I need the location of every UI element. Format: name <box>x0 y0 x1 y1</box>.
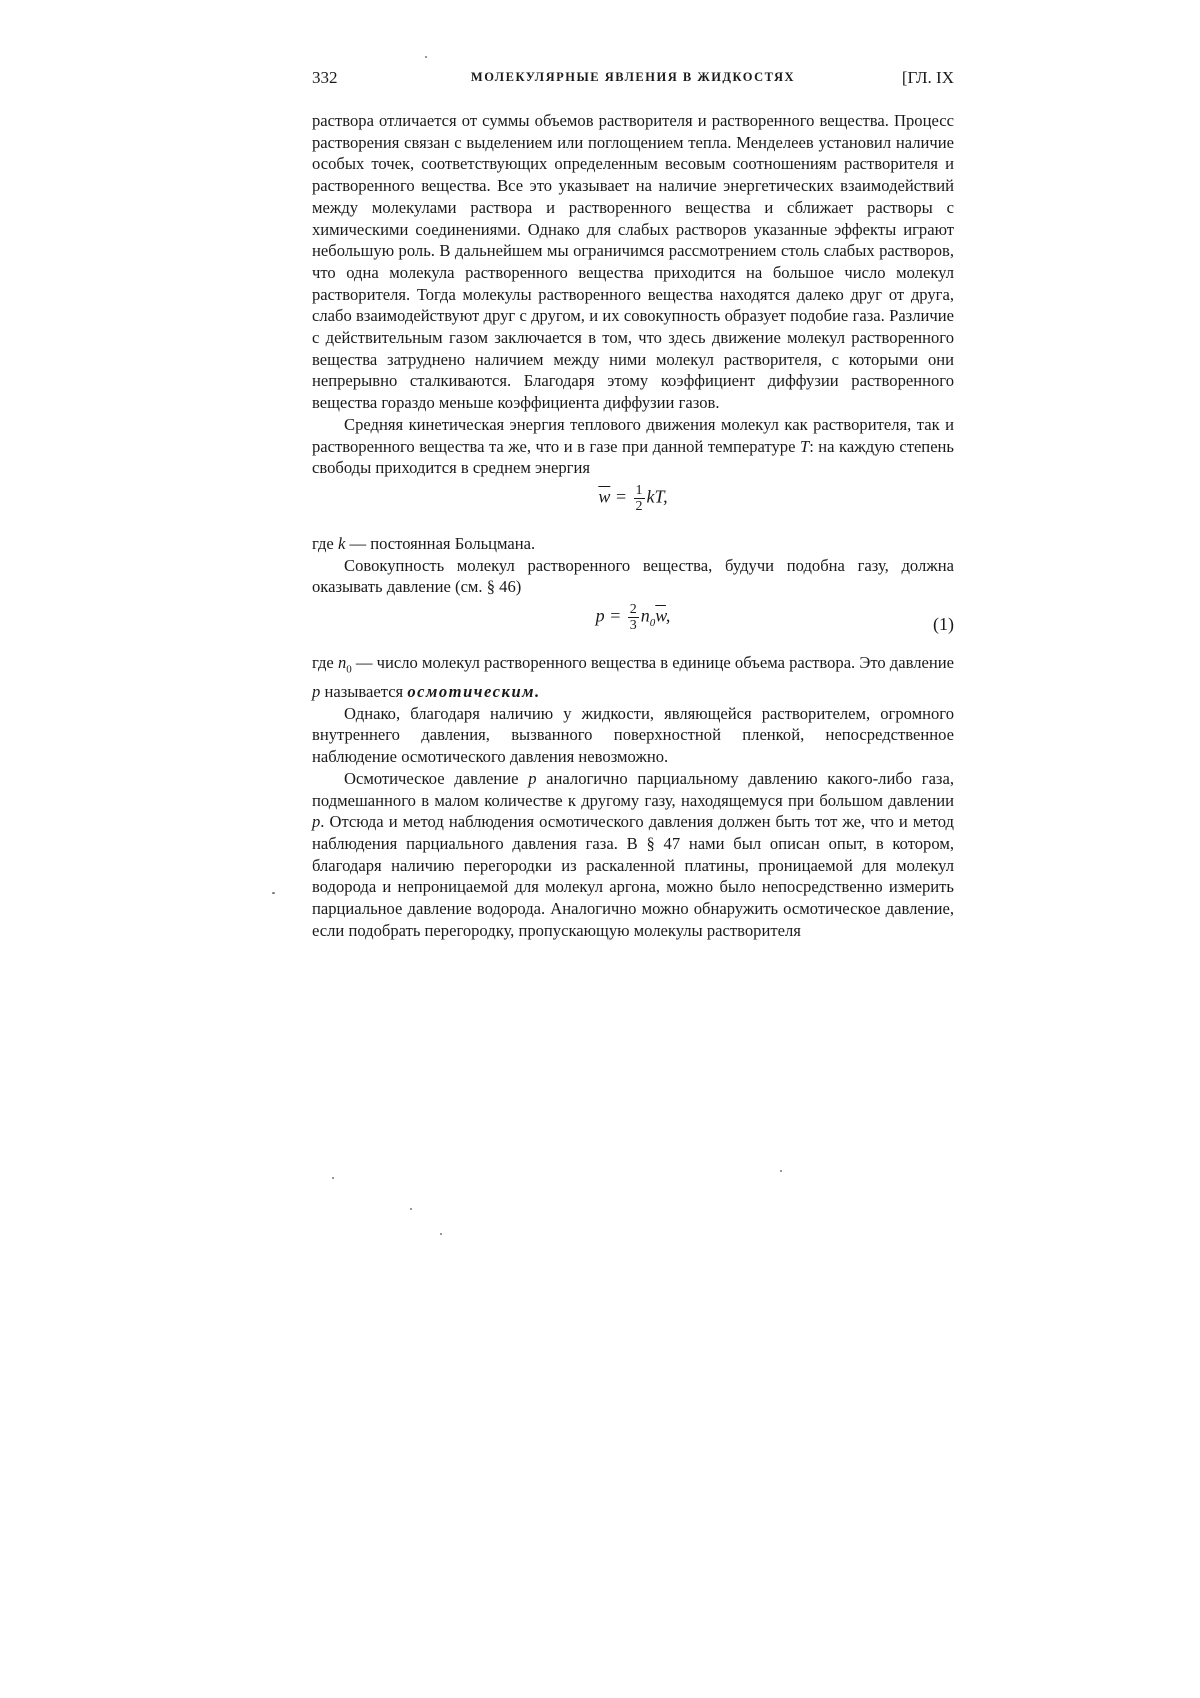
scan-speck <box>272 892 275 894</box>
formula-osmotic-pressure <box>312 602 954 646</box>
scan-speck <box>410 1208 412 1210</box>
page-body <box>312 110 954 942</box>
boltzmann-symbol: k <box>337 533 346 553</box>
osmotic-term: осмотическим. <box>407 682 541 702</box>
fraction-denominator-2: 3 <box>629 618 637 634</box>
paragraph-2-text-b: : на каждую степень свободы приходится в среднем энергия <box>312 436 955 478</box>
paragraph-5-text-a: где <box>312 653 338 673</box>
pressure-symbol: p <box>595 605 605 626</box>
paragraph-1: раствора отличается от суммы объемов растворителя и растворенного вещества. Процесс растворения связан с выделением или поглощением тепла. Менделеев установил наличие особых точек, соответствующих определенным весовым соотношениям растворителя и растворенного вещества. Все это указывает на наличие энергетических взаимодействий между молекулами раствора и растворенного вещества и сближает растворы с химическими соединениями. Однако для слабых растворов указанные эффекты играют небольшую роль. В дальнейшем мы ограничимся рассмотрением столь слабых растворов, что одна молекула растворенного вещества приходится на большое число молекул растворителя. Тогда молекулы растворенного вещества находятся далеко друг от друга, слабо взаимодействуют друг с другом, и их совокупность образует подобие газа. Различие с действительным газом заключается в том, что здесь движение молекул растворенного вещества затруднено наличием между ними молекул растворителя, с которыми они непрерывно сталкиваются. Благодаря этому коэффициент диффузии растворенного вещества гораздо меньше коэффициента диффузии газов. <box>312 111 954 413</box>
pressure-symbol-text-3: p <box>312 812 321 832</box>
mean-energy-symbol-2: $\overline{w}$ <box>655 605 666 626</box>
concentration-symbol-text: n <box>337 653 347 673</box>
paragraph-5-text-c: называется <box>320 682 408 702</box>
scan-speck <box>332 1177 334 1179</box>
formula-2-tail: , <box>665 605 671 626</box>
formula-mean-energy-expr <box>312 483 954 514</box>
paragraph-4: Совокупность молекул растворенного вещества, будучи подобна газу, должна оказывать давление (см. § 46) <box>312 555 954 597</box>
equation-number: (1) <box>933 614 954 635</box>
equals-sign: = <box>610 486 632 507</box>
paragraph-3-text-a: где <box>312 533 338 553</box>
fraction-one-half <box>634 483 645 514</box>
fraction-numerator-2: 2 <box>629 602 637 618</box>
paragraph-7 <box>312 768 954 942</box>
boltzmann-kT: kT, <box>646 486 668 507</box>
paragraph-5-text-b: — число молекул растворенного вещества в единице объема раствора. Это давление <box>351 653 955 673</box>
chapter-label: [ГЛ. IX <box>901 68 954 87</box>
fraction-numerator: 1 <box>635 482 643 498</box>
scan-speck <box>780 1170 782 1172</box>
paragraph-7-text-b: аналогично парциальному давлению какого-либо газа, подмешанного в малом количестве к другому газу, находящемуся при большом давлении <box>312 768 954 810</box>
temperature-symbol: T <box>799 436 810 456</box>
page-number: 332 <box>312 68 338 87</box>
paragraph-3-text-b: — постоянная Больцмана. <box>345 533 536 553</box>
concentration-symbol: n <box>640 605 650 626</box>
paragraph-5 <box>312 652 954 703</box>
formula-osmotic-pressure-expr <box>312 602 954 635</box>
pressure-symbol-text-2: p <box>528 768 537 788</box>
paragraph-7-text-a: Осмотическое давление <box>344 768 529 788</box>
scan-speck <box>440 1233 442 1235</box>
paragraph-7-text-c: . Отсюда и метод наблюдения осмотического давления должен быть тот же, что и метод наблюдения парциального давления газа. В § 47 нами был описан опыт, в котором, благодаря наличию перегородки из раскаленной платины, проницаемой для молекул водорода и непроницаемой для молекул аргона, можно было непосредственно измерить парциальное давление водорода. Аналогично можно обнаружить осмотическое давление, если подобрать перегородку, пропускающую молекулы растворителя <box>312 812 954 940</box>
paragraph-6: Однако, благодаря наличию у жидкости, являющейся растворителем, огромного внутреннего давления, вызванного поверхностной пленкой, непосредственное наблюдение осмотического давления невозможно. <box>312 703 954 767</box>
paragraph-3 <box>312 533 954 555</box>
paragraph-2-text-a: Средняя кинетическая энергия теплового движения молекул как растворителя, так и растворенного вещества та же, что и в газе при данной температуре <box>312 414 954 456</box>
fraction-two-thirds <box>628 602 639 633</box>
scan-speck <box>425 56 427 58</box>
concentration-subscript-text: 0 <box>346 663 352 676</box>
paragraph-2 <box>312 414 954 479</box>
running-title: МОЛЕКУЛЯРНЫЕ ЯВЛЕНИЯ В ЖИДКОСТЯХ <box>470 70 796 84</box>
mean-energy-symbol: $\overline{w}$ <box>598 486 611 507</box>
pressure-symbol-text: p <box>312 682 321 702</box>
page-header <box>312 68 954 94</box>
concentration-subscript: 0 <box>649 617 656 630</box>
equals-sign-2: = <box>604 605 626 626</box>
fraction-denominator: 2 <box>635 498 643 514</box>
formula-mean-energy <box>312 483 954 527</box>
